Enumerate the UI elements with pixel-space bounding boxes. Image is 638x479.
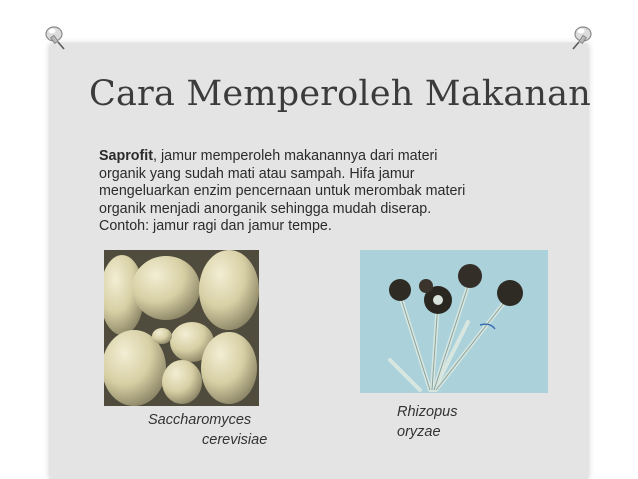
caption-rhizopus-line2: oryzae — [397, 424, 441, 440]
body-line — [99, 148, 539, 166]
body-line: Contoh: jamur ragi dan jamur tempe. — [99, 218, 332, 235]
caption-rhizopus-line1: Rhizopus — [397, 404, 458, 420]
caption-yeast-line1: Saccharomyces — [148, 412, 252, 428]
rhizopus-micrograph-image — [360, 250, 548, 393]
pushpin-icon — [40, 20, 70, 50]
slide-title: Cara Memperoleh Makanan — [89, 74, 591, 114]
pushpin-icon — [567, 20, 597, 50]
term-saprofit: Saprofit — [99, 148, 154, 164]
body-line: organik menjadi anorganik sehingga mudah diserap. — [99, 200, 432, 217]
body-text — [99, 148, 539, 236]
body-line: organik yang sudah mati atau sampah. Hifa jamur — [99, 165, 415, 182]
yeast-micrograph-image — [104, 250, 259, 406]
body-line-text: , jamur memperoleh makanannya dari materi — [153, 148, 438, 164]
body-line: mengeluarkan enzim pencernaan untuk merombak materi — [99, 183, 466, 200]
caption-yeast-line2: cerevisiae — [202, 432, 268, 448]
